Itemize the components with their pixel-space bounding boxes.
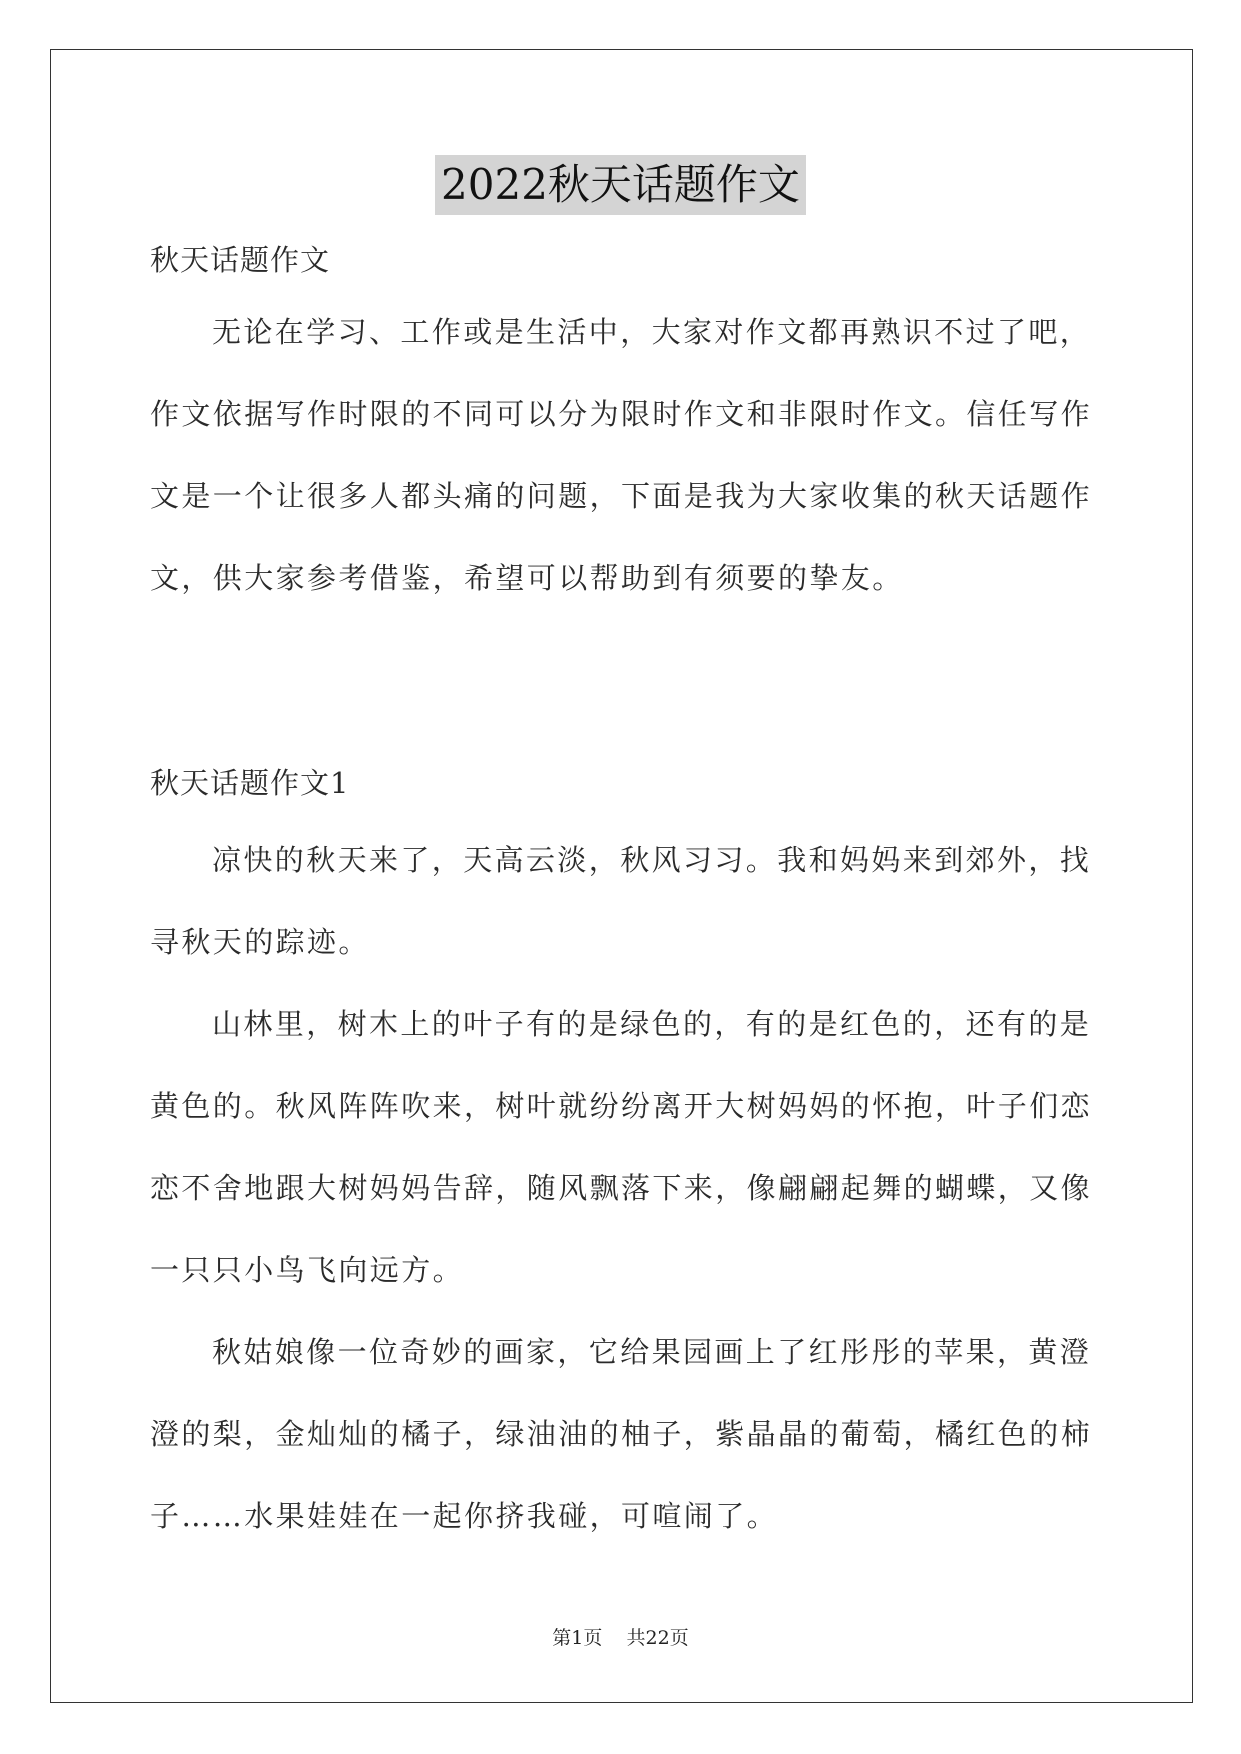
title-container [0,155,1241,215]
paragraph-line: 文，供大家参考借鉴，希望可以帮助到有须要的挚友。 [150,561,904,595]
page-footer: 第1页 共22页 [552,1627,689,1649]
paragraph-line: 澄的梨，金灿灿的橘子，绿油油的柚子，紫晶晶的葡萄，橘红色的柿 [150,1417,1093,1451]
essay1-heading: 秋天话题作文1 [150,766,350,800]
essay1-paragraph-2 [150,1004,1093,1332]
paragraph-line: 山林里，树木上的叶子有的是绿色的，有的是红色的，还有的是 [212,1007,1092,1041]
paragraph-line: 恋不舍地跟大树妈妈告辞，随风飘落下来，像翩翩起舞的蝴蝶，又像 [150,1171,1093,1205]
intro-paragraph [150,312,1093,640]
paragraph-line: 子……水果娃娃在一起你挤我碰，可喧闹了。 [150,1499,779,1533]
paragraph-line: 秋姑娘像一位奇妙的画家，它给果园画上了红彤彤的苹果，黄澄 [212,1335,1092,1369]
paragraph-line: 寻秋天的踪迹。 [150,925,370,959]
paragraph-line: 文是一个让很多人都头痛的问题，下面是我为大家收集的秋天话题作 [150,479,1093,513]
paragraph-line: 无论在学习、工作或是生活中，大家对作文都再熟识不过了吧， [212,315,1092,349]
essay1-paragraph-1 [150,840,1090,1004]
essay1-paragraph-3 [150,1332,1093,1578]
paragraph-line: 黄色的。秋风阵阵吹来，树叶就纷纷离开大树妈妈的怀抱，叶子们恋 [150,1089,1093,1123]
paragraph-line: 凉快的秋天来了，天高云淡，秋风习习。我和妈妈来到郊外，找 [212,843,1092,877]
paragraph-line: 作文依据写作时限的不同可以分为限时作文和非限时作文。信任写作 [150,397,1093,431]
paragraph-line: 一只只小鸟飞向远方。 [150,1253,465,1287]
intro-heading: 秋天话题作文 [150,243,331,277]
document-title: 2022秋天话题作文 [435,155,806,215]
